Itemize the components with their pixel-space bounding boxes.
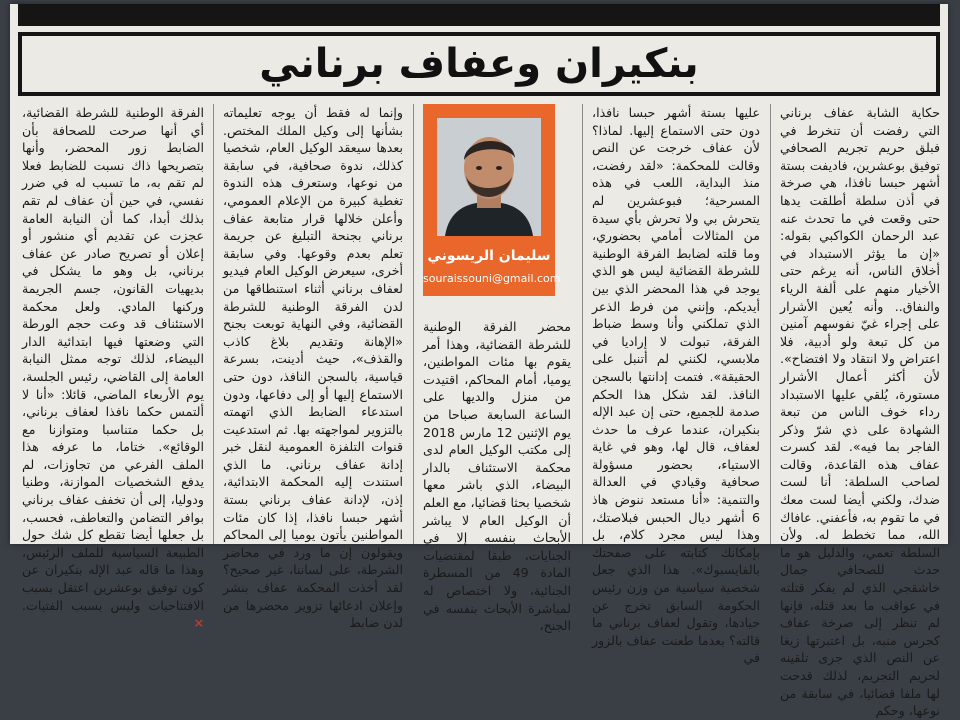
column-3-text: محضر الفرقة الوطنية للشرطة القضائية، وهذا أمر يقوم بها مئات المواطنين، يوميا، أمام المحاكم، اقتيدت من منزل والديها على الساعة السابعة صباحا من يوم الإثنين 12 مارس 2018 إلى مكتب الوكيل العام لدى محكمة الاستئناف بالدار البيضاء، الذي باشر معها شخصيا بحثا قضائيا، مع العلم أن الوكيل العام لا يباشر الأبحاث بنفسه إلا في الجنايات، طبقا لمقتضيات المادة 49 من المسطرة الجنائية، ولا اختصاص له لمباشرة الأبحاث بنفسه في الجنح، <box>423 319 571 634</box>
article-columns <box>18 104 940 719</box>
author-portrait-icon <box>437 118 541 236</box>
column-4-text: وإنما له فقط أن يوجه تعليماته بشأنها إلى وكيل الملك المختص. بعدها سيعقد الوكيل العام، شخصيا كذلك، ندوة صحافية، في سابقة من نوعها، وستعرف هذه الندوة تغطية كبيرة من الإعلام العمومي، وأعلن خلالها قرار متابعة عفاف برناني بجنحة التبليغ عن جريمة تعلم بعدم وقوعها. وفي سابقة أخرى، سيعرض الوكيل العام فيديو لعفاف برناني أثناء استنطاقها من لدن الفرقة الوطنية للشرطة القضائية، وفي النهاية توبعت بجنح «الإهانة وتقديم بلاغ كاذب والقذف»، حيث أدينت، بسرعة قياسية، بالسجن النافذ، دون حتى الاستماع إليها أو إلى دفاعها، ودون استدعاء الضابط الذي اتهمته بالتزوير لمواجهته بها. ثم استدعيت قنوات التلفزة العمومية لنقل خبر إدانة عفاف برناني. ما الذي استندت إليه المحكمة الابتدائية، إذن، لإدانة عفاف برناني بستة أشهر حبسا نافذا، إذا كان مئات المواطنين يأتون يوميا إلى المحاكم ويقولون إن ما ورد في محاضر الشرطة، على لساننا، غير صحيح؟ لقد أخذت المحكمة عفاف بنشر وإعلان ادعائها تزوير محضرها من لدن ضابط <box>223 105 403 631</box>
author-email: souraissouni@gmail.com <box>423 272 561 285</box>
column-divider <box>582 104 583 544</box>
column-2-text: عليها بستة أشهر حبسا نافذا، دون حتى الاستماع إليها. لماذا؟ لأن عفاف خرجت عن النص وقالت للمحكمة: «لقد رفضت، منذ البداية، اللعب في هذه المسرحية؛ فبوعشرين لم يتحرش بي ولا تحرش بأي سيدة من المثالات أمامي بحضوري، وما قلته لضابط الفرقة الوطنية للشرطة القضائية ليس هو الذي يوجد في هذا المحضر الذي بين أيديكم. وإنني من فرط الذعر الذي تملكني وأنا وسط ضباط الفرقة، تبولت لا إراديا في ملابسي، لكنني لم أتنبل على الحقيقة». فتمت إدانتها بالسجن النافذ. لقد شكل هذا الحكم صدمة للجميع، حتى إن عبد الإله بنكيران، عندما عرف ما حدث لعفاف، قال لها، وهو في غاية الاستياء، بحضور مسؤولة صحافية وقيادي في العدالة والتنمية: «أنا مستعد ننوض هاذ 6 أشهر ديال الحبس فبلاصتك، وهذا ليس مجرد كلام، بل بإمكانك كتابته على صفحتك بالفايسبوك». هذا الذي جعل شخصية سياسية من وزن رئيس الحكومة السابق تخرج عن حيادها، وتقول لعفاف برناني ما قالته؟ بعدما طعنت عفاف بالزور في <box>592 105 760 666</box>
column-4 <box>223 104 403 631</box>
column-5 <box>22 104 204 631</box>
column-3 <box>423 318 571 634</box>
column-5-text <box>22 104 204 632</box>
column-divider <box>770 104 771 544</box>
column-1 <box>780 104 940 719</box>
column-divider <box>413 104 414 544</box>
top-black-bar <box>18 4 940 26</box>
end-mark: × <box>193 615 204 631</box>
author-box <box>423 104 561 296</box>
column-5-body: الفرقة الوطنية للشرطة القضائية، أي أنها صرحت للصحافة بأن الضابط زور المحضر، وأنها بتصريحها ذاك نسبت للضابط فعلا لم تقم به، ما تسبب له في ضرر نفسي، في حين أن عفاف لم تقم بذلك أبدا، كما أن النيابة العامة عجزت عن تقديم أي منشور أو إعلان أو تصريح صادر عن عفاف برناني، بل وهو ما يشكل في بديهيات القانون، جسم الجريمة وركنها المادي. ولعل محكمة الاستئناف قد وعت حجم الورطة التي وضعتها فيها ابتدائية الدار البيضاء، لذلك توجه ممثل النيابة العامة إلى القاضي، رئيس الجلسة، يوم الأربعاء الماضي، قائلا: «أنا لا ألتمس حكما نافذا لعفاف برناني، بل حكما متناسبا ومتوازنا مع الوقائع». ختاما، ما عرفه هذا الملف الفرعي من تجاوزات، لم يدفع الشخصيات الموازنة، وطنيا ودوليا، إلى أن تخفف عفاف برناني بوافر التضامن والتعاطف، فحسب، بل جعلها أيضا تقطع كل شك حول الطبيعة السياسية للملف الرئيس، وهذا ما قاله عبد الإله بنكيران عن كون توفيق بوعشرين اعتقل بسبب الافتتاحيات وليس بسبب الفتيات. <box>22 105 204 613</box>
column-divider <box>213 104 214 544</box>
author-name: سليمان الريسوني <box>427 248 551 264</box>
column-1-text: حكاية الشابة عفاف برناني التي رفضت أن تنخرط في فبلق حريم تجريم الصحافي توفيق بوعشرين، فاديفت بستة أشهر حبسا نافذا، هي صرخة في أذن سلطة أطلقت يدها حتى وقعت في ما تحدث عنه عبد الرحمان الكواكبي بقوله: «إن ما يؤثر الاستبداد في أخلاق الناس، أنه يرغم حتى الأخيار منهم على ألفة الرياء والنفاق.. وأنه يُعين الأشرار على إجراء غيّ نفوسهم آمنين من كل تبعة ولو أدبية، فلا اعتراض ولا انتقاد ولا افتضاح». لأن أكثر أعمال الأشرار مستورة، يُلقي عليها الاستبداد رداء خوف الناس من تبعة الشهادة على ذي شرّ وذكر الفاجر بما فيه». لقد كسرت عفاف هذه القاعدة، وقالت لصاحب السلطة: أنا لست ضدك، ولكني أيضا لست معك في ما تقوم به، فأعفني. عافاك الله، مما تخطط له. ولأن السلطة تعمي، والدليل هو ما حدث للصحافي جمال خاشقجي الذي لم يفكر قتلته في عواقب ما بعد قتله، فإنها لم تنظر إلى صرخة عفاف كجرس منبه، بل اعتبرتها زيغا عن النص الذي جرى تلقينه لحريم التجريم، لذلك قدحت لها ملفا قضائيا، في سابقة من نوعها، وحكم <box>780 105 940 719</box>
article-headline: بنكيران وعفاف برناني <box>259 41 699 87</box>
headline-box <box>18 32 940 96</box>
newspaper-page <box>10 4 948 719</box>
column-2 <box>592 104 760 666</box>
author-photo <box>437 118 541 236</box>
